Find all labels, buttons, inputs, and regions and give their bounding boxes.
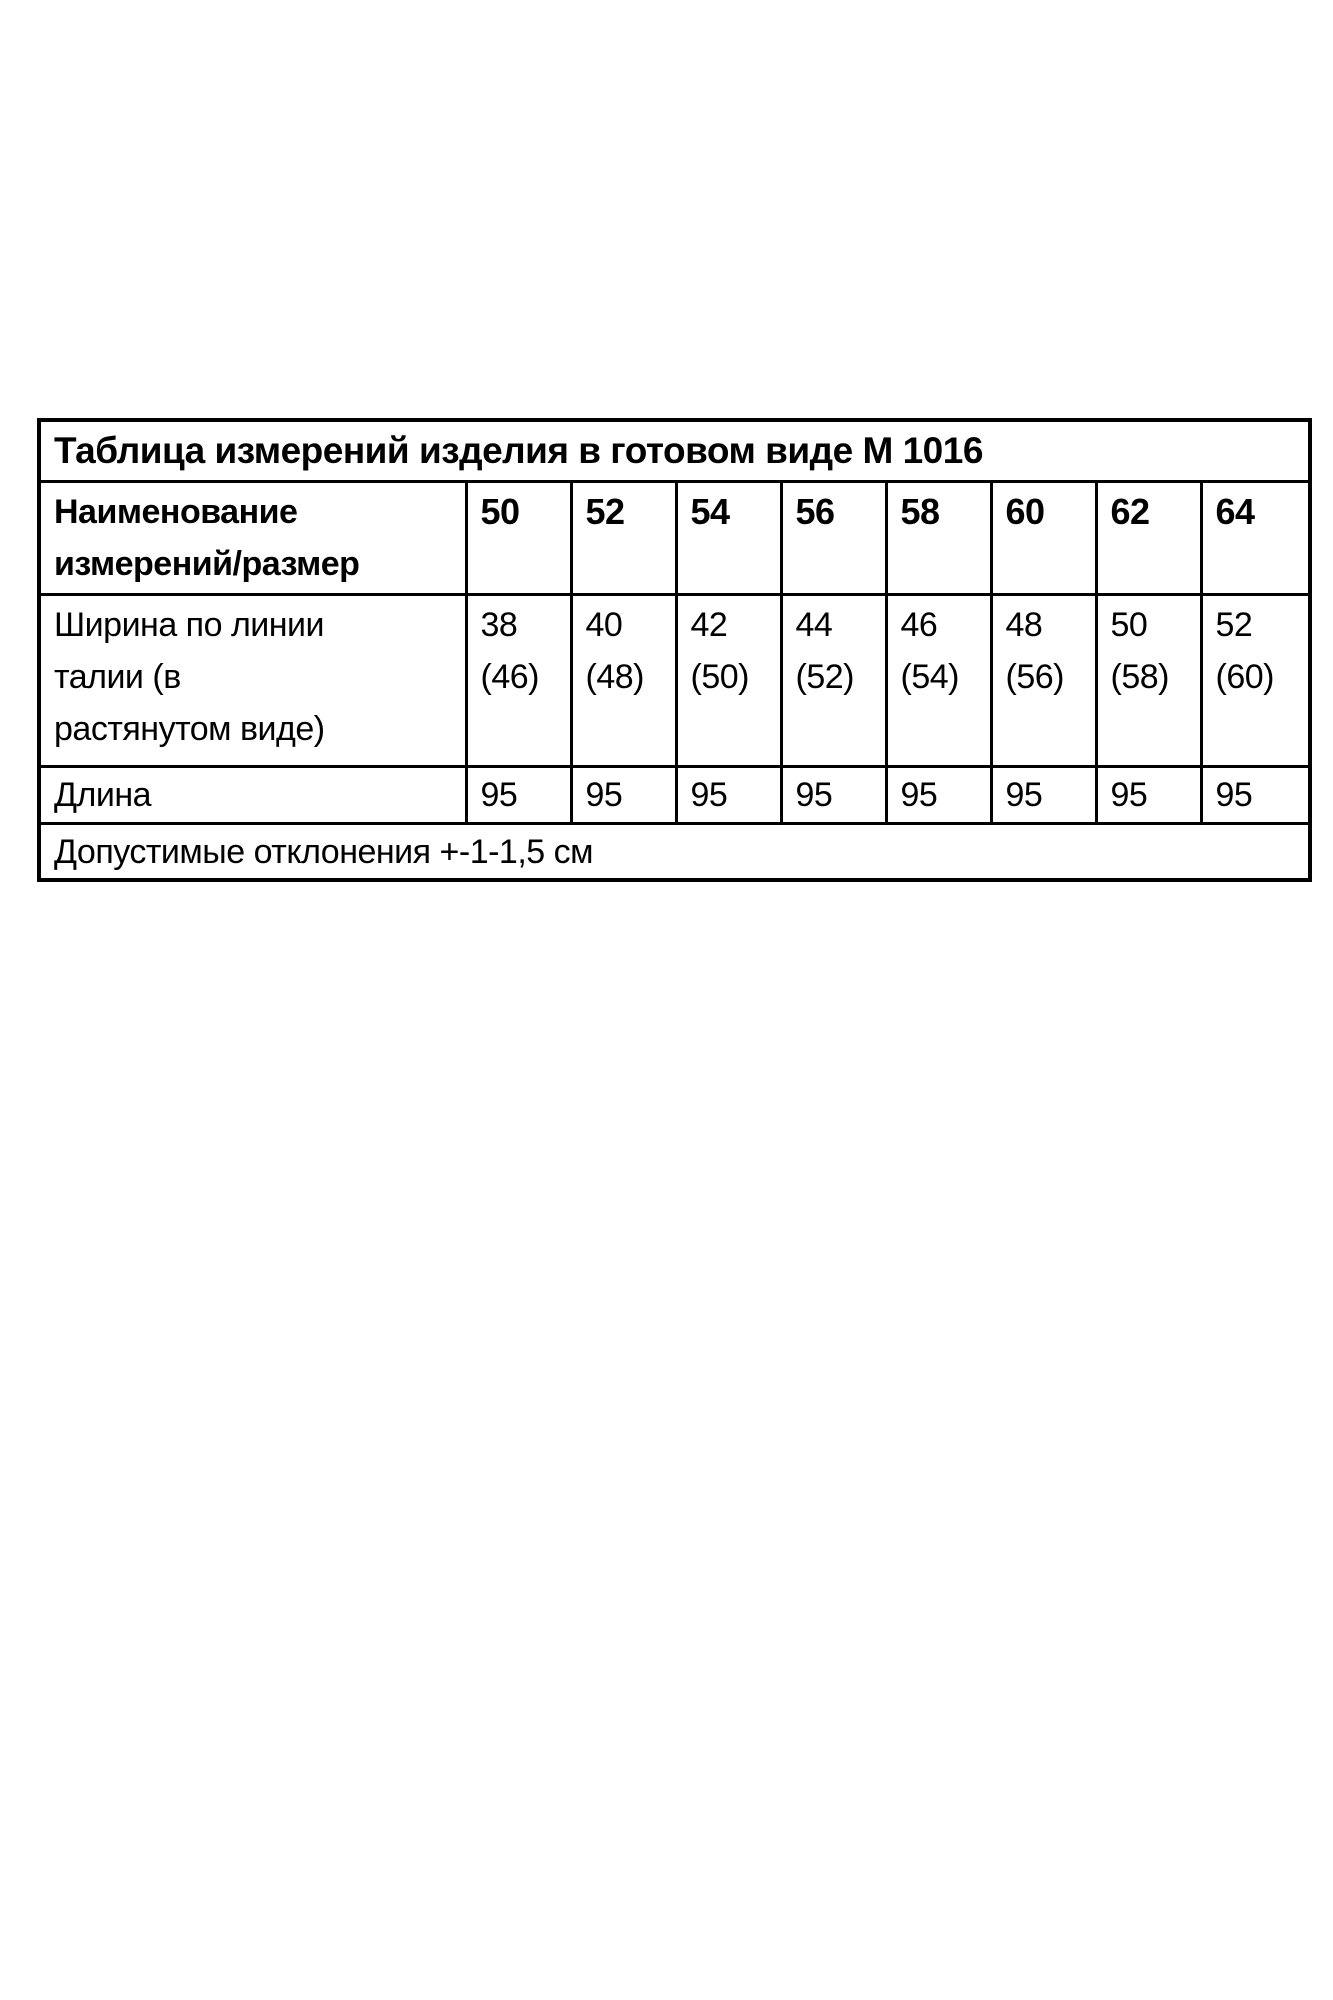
header-size-60: 60 <box>991 482 1096 595</box>
width-cell-size-52 <box>571 595 676 767</box>
width-value: 38 <box>480 606 518 644</box>
length-row <box>39 767 1310 824</box>
length-cell-size-54: 95 <box>676 767 781 824</box>
width-cell-size-50 <box>466 595 571 767</box>
header-name-line-2: измерений/размер <box>54 545 360 583</box>
width-value: 46 <box>900 606 938 644</box>
header-name-line-1: Наименование <box>54 493 298 531</box>
header-size-62: 62 <box>1096 482 1201 595</box>
width-value-paren: (50) <box>690 658 749 696</box>
width-label-line-3: растянутом виде) <box>54 710 325 748</box>
header-name-column <box>39 482 466 595</box>
width-row <box>39 595 1310 767</box>
width-value: 40 <box>585 606 623 644</box>
width-cell-size-56 <box>781 595 886 767</box>
header-size-56: 56 <box>781 482 886 595</box>
header-size-50: 50 <box>466 482 571 595</box>
width-value: 48 <box>1005 606 1043 644</box>
size-table <box>37 418 1312 882</box>
length-cell-size-58: 95 <box>886 767 991 824</box>
width-value-paren: (46) <box>480 658 539 696</box>
header-size-52: 52 <box>571 482 676 595</box>
header-size-58: 58 <box>886 482 991 595</box>
tolerance-row <box>39 824 1310 881</box>
width-label-line-1: Ширина по линии <box>54 606 325 644</box>
title-row <box>39 420 1310 482</box>
table-title: Таблица измерений изделия в готовом виде М 1016 <box>39 420 1310 482</box>
width-value: 44 <box>795 606 833 644</box>
width-cell-size-60 <box>991 595 1096 767</box>
width-value-paren: (54) <box>900 658 959 696</box>
width-value: 42 <box>690 606 728 644</box>
tolerance-note: Допустимые отклонения +-1-1,5 см <box>39 824 1310 881</box>
width-value: 50 <box>1110 606 1148 644</box>
length-cell-size-56: 95 <box>781 767 886 824</box>
length-cell-size-60: 95 <box>991 767 1096 824</box>
width-value-paren: (56) <box>1005 658 1064 696</box>
header-size-54: 54 <box>676 482 781 595</box>
length-cell-size-64: 95 <box>1201 767 1310 824</box>
header-row <box>39 482 1310 595</box>
length-cell-size-62: 95 <box>1096 767 1201 824</box>
length-row-label: Длина <box>39 767 466 824</box>
width-value: 52 <box>1215 606 1253 644</box>
width-cell-size-54 <box>676 595 781 767</box>
width-value-paren: (60) <box>1215 658 1274 696</box>
width-label-line-2: талии (в <box>54 658 181 696</box>
width-cell-size-64 <box>1201 595 1310 767</box>
width-cell-size-62 <box>1096 595 1201 767</box>
header-size-64: 64 <box>1201 482 1310 595</box>
length-cell-size-52: 95 <box>571 767 676 824</box>
width-value-paren: (52) <box>795 658 854 696</box>
width-cell-size-58 <box>886 595 991 767</box>
width-value-paren: (58) <box>1110 658 1169 696</box>
length-cell-size-50: 95 <box>466 767 571 824</box>
width-row-label <box>39 595 466 767</box>
width-value-paren: (48) <box>585 658 644 696</box>
